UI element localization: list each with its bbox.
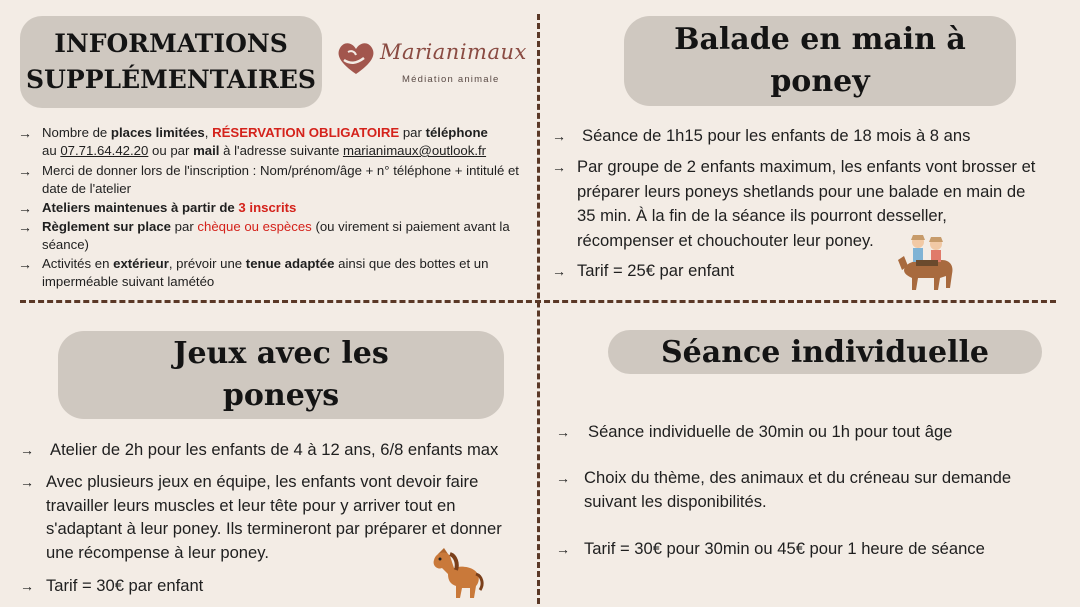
info-item-exterieur [18, 255, 532, 291]
info-item-text: Nombre de places limitées, RÉSERVATION OBLIGATOIRE par téléphone au 07.71.64.42.20 ou par mail à l'adresse suivante marianimaux@outlook.fr [42, 125, 488, 158]
arrow-icon: → [18, 163, 32, 179]
info-item-text: Merci de donner lors de l'inscription : Nom/prénom/âge + n° téléphone + intitulé et date de l'atelier [42, 163, 519, 196]
jeux-item-text: Atelier de 2h pour les enfants de 4 à 12 ans, 6/8 enfants max [50, 440, 499, 459]
arrow-icon: → [556, 541, 570, 557]
arrow-icon: → [20, 578, 34, 594]
balade-title-line1: Balade en main à [674, 22, 966, 57]
seance-item-duree [556, 420, 952, 444]
vertical-divider [537, 14, 540, 604]
pony-icon [428, 546, 484, 602]
horizontal-divider [20, 300, 1056, 303]
jeux-item-text: Tarif = 30€ par enfant [46, 576, 204, 595]
jeux-item-text: Avec plusieurs jeux en équipe, les enfants vont devoir faire travailler leurs muscles et leur tête pour y arriver tout en s'adaptant à leur poney. Ils termineront par préparer et donner une récompense à leur poney. [46, 472, 502, 562]
heart-hands-logo-icon [334, 38, 378, 78]
balade-item-text: Tarif = 25€ par enfant [577, 261, 735, 280]
balade-title-line2: poney [770, 64, 870, 99]
seance-item-text: Choix du thème, des animaux et du créneau sur demande suivant les disponibilités. [584, 468, 1012, 511]
marianimaux-logo [334, 36, 530, 90]
seance-item-text: Tarif = 30€ pour 30min ou 45€ pour 1 heure de séance [584, 539, 985, 558]
seance-title: Séance individuelle [661, 334, 989, 370]
arrow-icon: → [20, 442, 34, 458]
phone-link[interactable]: 07.71.64.42.20 [60, 143, 149, 158]
children-pony-icon [896, 230, 958, 294]
info-title-line1: INFORMATIONS [54, 29, 288, 58]
logo-name: Marianimaux [380, 40, 527, 64]
arrow-icon: → [556, 470, 570, 486]
jeux-item-tarif [20, 574, 203, 598]
arrow-icon: → [18, 125, 32, 141]
balade-item-tarif [552, 259, 734, 283]
arrow-icon: → [20, 474, 34, 490]
balade-title-pill [624, 16, 1016, 106]
seance-item-choix [556, 466, 1054, 514]
info-item-inscription [18, 162, 532, 198]
balade-item-text: Par groupe de 2 enfants maximum, les enfants vont brosser et préparer leurs poneys shetlands pour une balade en main de 35 min. À la fin de la séance ils pourront desseller, récompenser et chouchouter leur poney. [577, 157, 1036, 250]
jeux-title-line2: poneys [222, 378, 340, 413]
arrow-icon: → [18, 256, 32, 272]
info-item-text: Ateliers maintenues à partir de 3 inscrits [42, 200, 297, 215]
arrow-icon: → [552, 263, 566, 279]
info-title-line2: SUPPLÉMENTAIRES [26, 65, 316, 94]
info-title-pill [20, 16, 322, 108]
arrow-icon: → [18, 219, 32, 235]
seance-item-text: Séance individuelle de 30min ou 1h pour tout âge [588, 422, 953, 441]
email-link[interactable]: marianimaux@outlook.fr [342, 143, 487, 158]
arrow-icon: → [552, 159, 566, 175]
balade-item-description [552, 155, 1045, 253]
seance-title-pill [608, 330, 1042, 374]
balade-item-duree [552, 124, 1052, 148]
jeux-item-duree [20, 438, 530, 462]
info-item-reservation [18, 124, 532, 160]
jeux-title-pill [58, 331, 504, 419]
info-item-text: Activités en extérieur, prévoir une tenue adaptée ainsi que des bottes et un imperméable suivant lamétéo [42, 256, 489, 289]
arrow-icon: → [552, 128, 566, 144]
info-item-reglement [18, 218, 532, 254]
info-item-text: Règlement sur place par chèque ou espèces (ou virement si paiement avant la séance) [42, 219, 510, 252]
info-item-min-inscrits [18, 199, 532, 217]
jeux-title-line1: Jeux avec les [173, 336, 389, 371]
seance-item-tarif [556, 537, 985, 561]
arrow-icon: → [18, 200, 32, 216]
balade-item-text: Séance de 1h15 pour les enfants de 18 mois à 8 ans [582, 126, 971, 145]
logo-subtitle: Médiation animale [402, 74, 500, 85]
arrow-icon: → [556, 424, 570, 440]
